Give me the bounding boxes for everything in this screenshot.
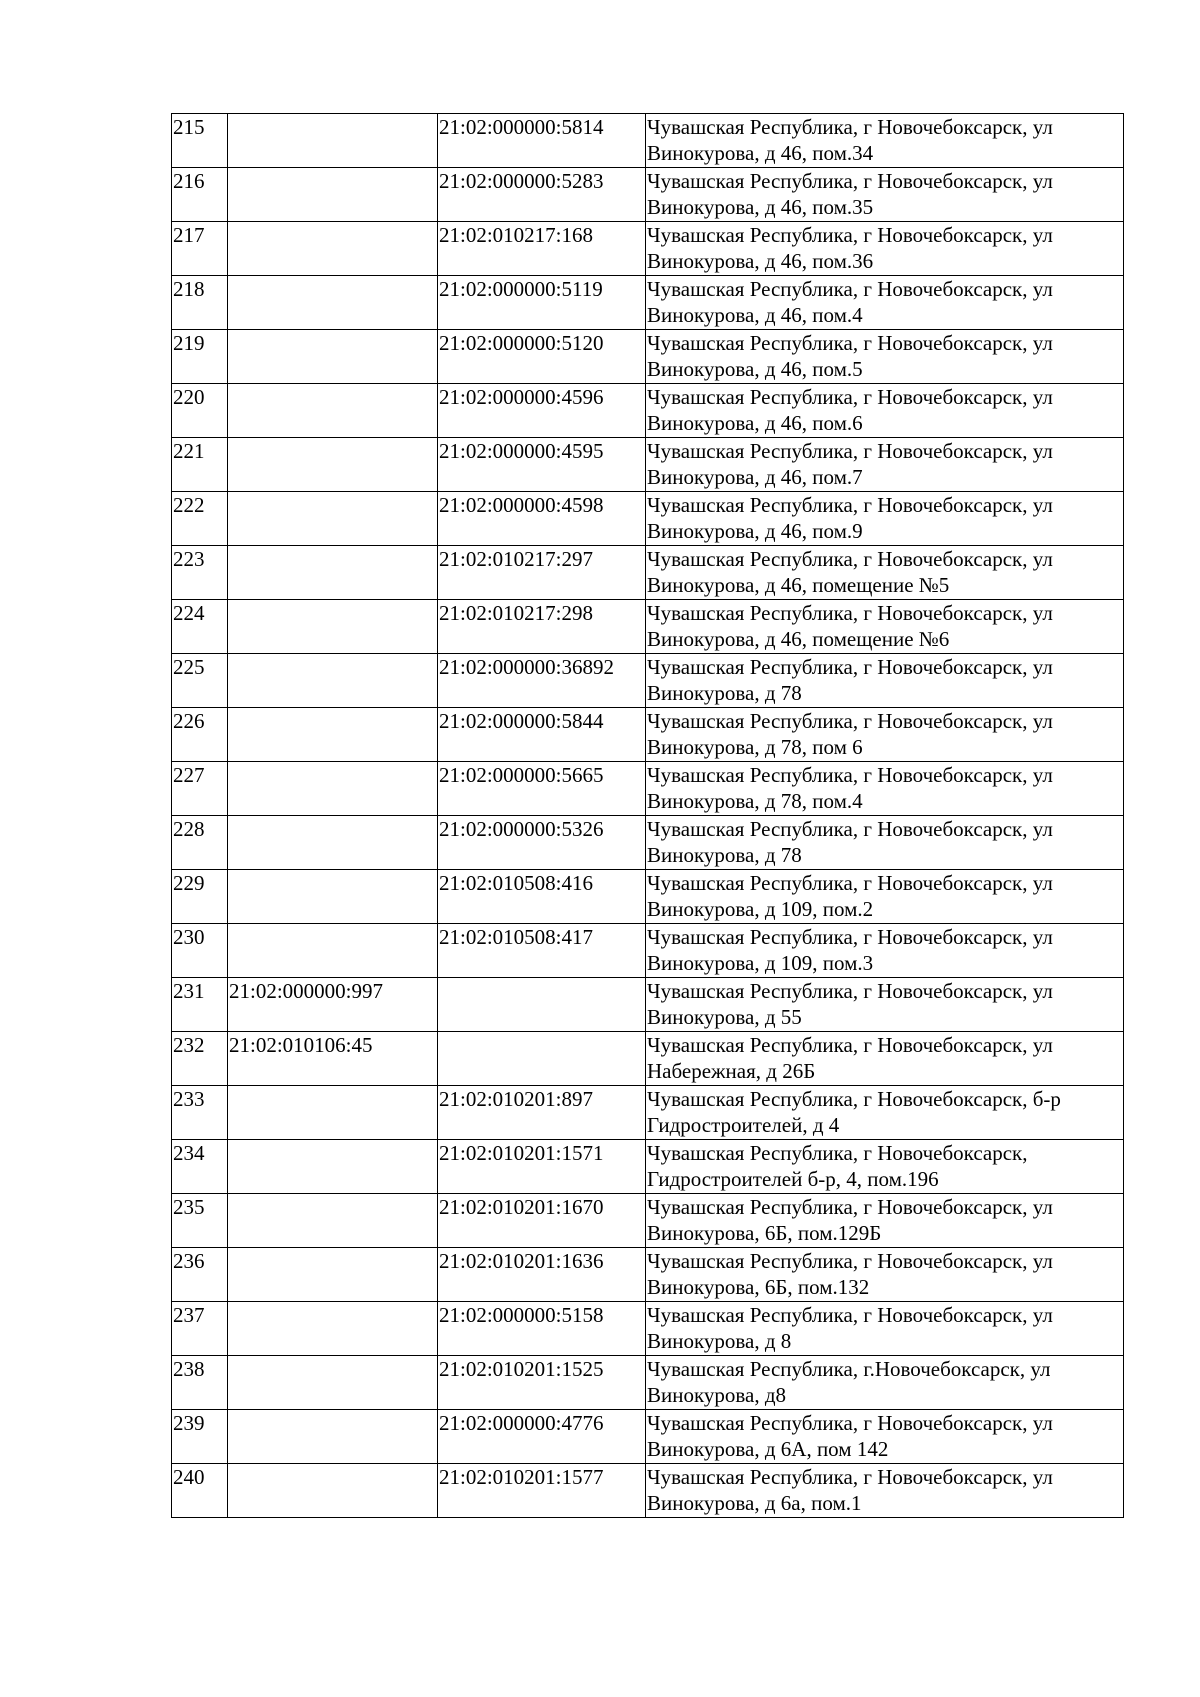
land-cadastral-number-cell [228,816,438,870]
land-cadastral-number-cell [228,330,438,384]
address-cell: Чувашская Республика, г Новочебоксарск, ул Винокурова, д 6а, пом.1 [646,1464,1124,1518]
address-cell: Чувашская Республика, г Новочебоксарск, ул Винокурова, д 46, помещение №6 [646,600,1124,654]
land-cadastral-number-cell [228,1464,438,1518]
table-row [172,816,1124,870]
row-number-cell: 217 [172,222,228,276]
address-cell: Чувашская Республика, г Новочебоксарск, ул Винокурова, д 78, пом 6 [646,708,1124,762]
address-cell: Чувашская Республика, г Новочебоксарск, ул Винокурова, д 46, пом.36 [646,222,1124,276]
row-number-cell: 223 [172,546,228,600]
table-row [172,168,1124,222]
table-row [172,600,1124,654]
land-cadastral-number-cell [228,1086,438,1140]
row-number-cell: 216 [172,168,228,222]
object-cadastral-number-cell: 21:02:010201:1577 [438,1464,646,1518]
object-cadastral-number-cell: 21:02:010217:297 [438,546,646,600]
object-cadastral-number-cell: 21:02:000000:4776 [438,1410,646,1464]
object-cadastral-number-cell: 21:02:010201:1670 [438,1194,646,1248]
address-cell: Чувашская Республика, г.Новочебоксарск, ул Винокурова, д8 [646,1356,1124,1410]
row-number-cell: 219 [172,330,228,384]
row-number-cell: 231 [172,978,228,1032]
address-cell: Чувашская Республика, г Новочебоксарск, ул Винокурова, д 46, пом.6 [646,384,1124,438]
land-cadastral-number-cell [228,1302,438,1356]
address-cell: Чувашская Республика, г Новочебоксарск, ул Винокурова, д 46, пом.34 [646,114,1124,168]
row-number-cell: 221 [172,438,228,492]
land-cadastral-number-cell [228,1356,438,1410]
address-cell: Чувашская Республика, г Новочебоксарск, ул Винокурова, д 6А, пом 142 [646,1410,1124,1464]
table-row [172,1140,1124,1194]
table-row [172,654,1124,708]
row-number-cell: 228 [172,816,228,870]
object-cadastral-number-cell: 21:02:000000:5119 [438,276,646,330]
address-cell: Чувашская Республика, г Новочебоксарск, ул Винокурова, д 46, пом.35 [646,168,1124,222]
table-row [172,1086,1124,1140]
row-number-cell: 218 [172,276,228,330]
table-row [172,546,1124,600]
address-cell: Чувашская Республика, г Новочебоксарск, ул Винокурова, д 78 [646,816,1124,870]
row-number-cell: 215 [172,114,228,168]
row-number-cell: 226 [172,708,228,762]
land-cadastral-number-cell [228,384,438,438]
row-number-cell: 237 [172,1302,228,1356]
land-cadastral-number-cell [228,1410,438,1464]
row-number-cell: 238 [172,1356,228,1410]
land-cadastral-number-cell [228,168,438,222]
table-row [172,978,1124,1032]
address-cell: Чувашская Республика, г Новочебоксарск, ул Винокурова, д 8 [646,1302,1124,1356]
table-row [172,114,1124,168]
table-row [172,384,1124,438]
land-cadastral-number-cell [228,654,438,708]
table-row [172,1032,1124,1086]
land-cadastral-number-cell [228,222,438,276]
address-cell: Чувашская Республика, г Новочебоксарск, ул Винокурова, д 46, пом.5 [646,330,1124,384]
table-row [172,1464,1124,1518]
object-cadastral-number-cell: 21:02:010201:1571 [438,1140,646,1194]
land-cadastral-number-cell [228,276,438,330]
land-cadastral-number-cell [228,1140,438,1194]
table-row [172,708,1124,762]
table-row [172,870,1124,924]
land-cadastral-number-cell [228,708,438,762]
registry-table-body [172,114,1124,1518]
address-cell: Чувашская Республика, г Новочебоксарск, ул Винокурова, д 46, пом.4 [646,276,1124,330]
object-cadastral-number-cell: 21:02:010201:897 [438,1086,646,1140]
land-cadastral-number-cell [228,1248,438,1302]
address-cell: Чувашская Республика, г Новочебоксарск, ул Винокурова, д 78 [646,654,1124,708]
address-cell: Чувашская Республика, г Новочебоксарск, ул Винокурова, д 46, помещение №5 [646,546,1124,600]
table-row [172,438,1124,492]
table-row [172,330,1124,384]
row-number-cell: 222 [172,492,228,546]
row-number-cell: 229 [172,870,228,924]
table-row [172,222,1124,276]
land-cadastral-number-cell: 21:02:000000:997 [228,978,438,1032]
object-cadastral-number-cell: 21:02:000000:5326 [438,816,646,870]
land-cadastral-number-cell [228,1194,438,1248]
object-cadastral-number-cell: 21:02:000000:5158 [438,1302,646,1356]
object-cadastral-number-cell: 21:02:010217:168 [438,222,646,276]
table-row [172,1194,1124,1248]
address-cell: Чувашская Республика, г Новочебоксарск, ул Винокурова, д 46, пом.9 [646,492,1124,546]
table-row [172,762,1124,816]
address-cell: Чувашская Республика, г Новочебоксарск, ул Винокурова, д 55 [646,978,1124,1032]
land-cadastral-number-cell [228,546,438,600]
row-number-cell: 233 [172,1086,228,1140]
object-cadastral-number-cell [438,978,646,1032]
land-cadastral-number-cell [228,438,438,492]
land-cadastral-number-cell [228,492,438,546]
address-cell: Чувашская Республика, г Новочебоксарск, б-р Гидростроителей, д 4 [646,1086,1124,1140]
land-cadastral-number-cell [228,924,438,978]
row-number-cell: 220 [172,384,228,438]
address-cell: Чувашская Республика, г Новочебоксарск, ул Винокурова, д 46, пом.7 [646,438,1124,492]
land-cadastral-number-cell: 21:02:010106:45 [228,1032,438,1086]
address-cell: Чувашская Республика, г Новочебоксарск, ул Винокурова, 6Б, пом.132 [646,1248,1124,1302]
table-row [172,492,1124,546]
land-cadastral-number-cell [228,762,438,816]
land-cadastral-number-cell [228,114,438,168]
address-cell: Чувашская Республика, г Новочебоксарск, Гидростроителей б-р, 4, пом.196 [646,1140,1124,1194]
object-cadastral-number-cell: 21:02:010201:1636 [438,1248,646,1302]
address-cell: Чувашская Республика, г Новочебоксарск, ул Винокурова, 6Б, пом.129Б [646,1194,1124,1248]
row-number-cell: 235 [172,1194,228,1248]
row-number-cell: 236 [172,1248,228,1302]
table-row [172,1410,1124,1464]
object-cadastral-number-cell [438,1032,646,1086]
object-cadastral-number-cell: 21:02:010508:417 [438,924,646,978]
object-cadastral-number-cell: 21:02:000000:4598 [438,492,646,546]
row-number-cell: 230 [172,924,228,978]
address-cell: Чувашская Республика, г Новочебоксарск, ул Набережная, д 26Б [646,1032,1124,1086]
table-row [172,924,1124,978]
object-cadastral-number-cell: 21:02:000000:5844 [438,708,646,762]
address-cell: Чувашская Республика, г Новочебоксарск, ул Винокурова, д 109, пом.2 [646,870,1124,924]
row-number-cell: 224 [172,600,228,654]
row-number-cell: 232 [172,1032,228,1086]
object-cadastral-number-cell: 21:02:000000:36892 [438,654,646,708]
row-number-cell: 239 [172,1410,228,1464]
object-cadastral-number-cell: 21:02:000000:5120 [438,330,646,384]
object-cadastral-number-cell: 21:02:000000:5814 [438,114,646,168]
object-cadastral-number-cell: 21:02:000000:5283 [438,168,646,222]
address-cell: Чувашская Республика, г Новочебоксарск, ул Винокурова, д 78, пом.4 [646,762,1124,816]
object-cadastral-number-cell: 21:02:000000:4595 [438,438,646,492]
row-number-cell: 227 [172,762,228,816]
object-cadastral-number-cell: 21:02:010217:298 [438,600,646,654]
land-cadastral-number-cell [228,870,438,924]
address-cell: Чувашская Республика, г Новочебоксарск, ул Винокурова, д 109, пом.3 [646,924,1124,978]
row-number-cell: 225 [172,654,228,708]
row-number-cell: 234 [172,1140,228,1194]
object-cadastral-number-cell: 21:02:010201:1525 [438,1356,646,1410]
object-cadastral-number-cell: 21:02:010508:416 [438,870,646,924]
object-cadastral-number-cell: 21:02:000000:5665 [438,762,646,816]
table-row [172,1356,1124,1410]
table-row [172,276,1124,330]
row-number-cell: 240 [172,1464,228,1518]
object-cadastral-number-cell: 21:02:000000:4596 [438,384,646,438]
property-registry-table [171,113,1124,1518]
table-row [172,1248,1124,1302]
land-cadastral-number-cell [228,600,438,654]
table-row [172,1302,1124,1356]
